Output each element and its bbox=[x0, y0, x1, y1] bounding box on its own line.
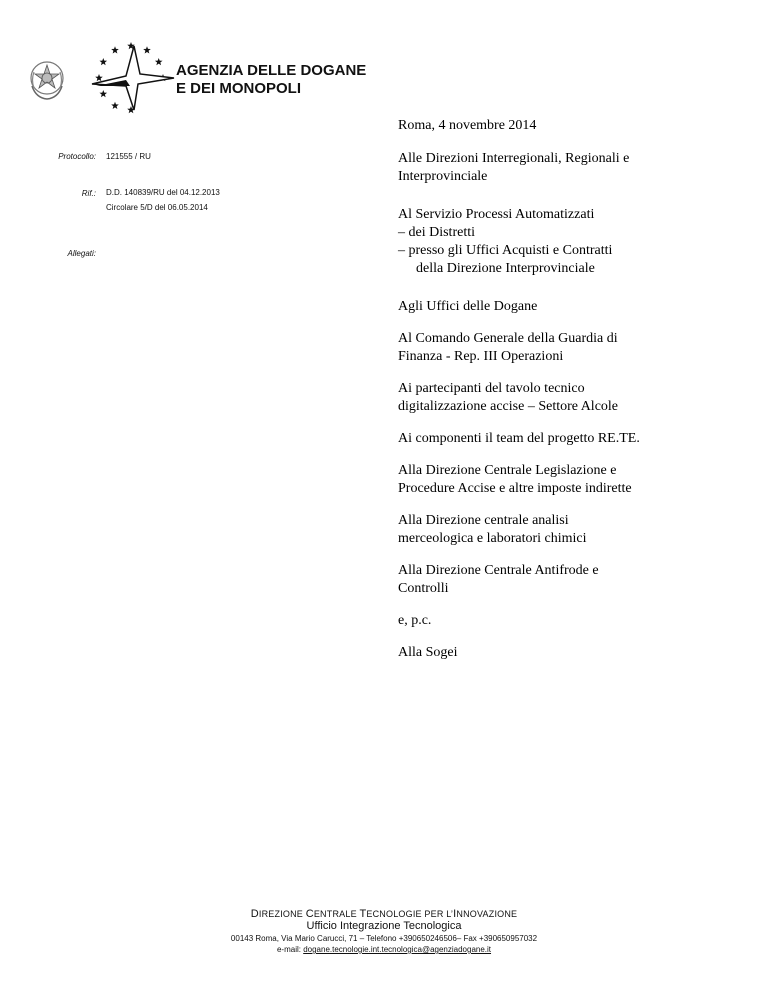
recipient-guardia-finanza bbox=[398, 330, 728, 366]
letter-footer bbox=[0, 908, 768, 955]
recipient-sogei bbox=[398, 644, 728, 662]
recipient-line: Al Servizio Processi Automatizzati bbox=[398, 207, 595, 222]
footer-dept-small: IREZIONE bbox=[258, 909, 306, 919]
recipient-line: digitalizzazione accise – Settore Alcole bbox=[398, 399, 619, 414]
italian-republic-emblem-icon bbox=[26, 56, 68, 102]
protocollo-value: 121555 / RU bbox=[106, 152, 151, 161]
rif-label: Rif.: bbox=[81, 189, 96, 198]
logo-star-icon bbox=[111, 46, 119, 53]
letter-date: Roma, 4 novembre 2014 bbox=[398, 118, 537, 133]
footer-email-prefix: e-mail: bbox=[276, 945, 304, 954]
logo-star-icon bbox=[95, 74, 103, 81]
footer-dept-cap: I bbox=[453, 908, 457, 920]
recipient-line: Ai componenti il team del progetto RE.TE. bbox=[398, 431, 640, 446]
recipient-sub-item: – presso gli Uffici Acquisti e Contratti bbox=[398, 243, 613, 258]
recipient-line: Alla Direzione centrale analisi bbox=[398, 513, 569, 528]
agency-name-line2: E DEI MONOPOLI bbox=[176, 80, 302, 97]
recipient-direzioni-regionali bbox=[398, 150, 728, 186]
recipient-line: Interprovinciale bbox=[398, 169, 488, 184]
footer-dept-small: NNOVAZIONE bbox=[456, 909, 518, 919]
protocollo-label: Protocollo: bbox=[58, 152, 96, 161]
recipient-list bbox=[398, 150, 728, 676]
recipient-line: Alla Direzione Centrale Antifrode e bbox=[398, 563, 599, 578]
allegati-label: Allegati: bbox=[67, 249, 96, 258]
recipient-tavolo-tecnico bbox=[398, 380, 728, 416]
logo-star-icon bbox=[99, 90, 107, 97]
rif-value-2: Circolare 5/D del 06.05.2014 bbox=[106, 203, 208, 212]
recipient-legislazione bbox=[398, 462, 728, 498]
recipient-line: Alla Direzione Centrale Legislazione e bbox=[398, 463, 617, 478]
rif-values bbox=[106, 185, 220, 215]
footer-dept-cap: C bbox=[305, 908, 314, 920]
footer-email-link[interactable]: dogane.tecnologie.int.tecnologica@agenziadogane.it bbox=[303, 945, 492, 954]
recipient-sub-item-cont: della Direzione Interprovinciale bbox=[416, 261, 595, 276]
recipient-analisi-merceologica bbox=[398, 512, 728, 548]
recipient-line: e, p.c. bbox=[398, 613, 432, 628]
footer-office: Ufficio Integrazione Tecnologica bbox=[306, 920, 462, 932]
footer-department bbox=[0, 908, 768, 920]
footer-dept-small: ENTRALE bbox=[313, 909, 360, 919]
logo-star-icon bbox=[155, 58, 163, 65]
recipient-line: Finanza - Rep. III Operazioni bbox=[398, 349, 564, 364]
footer-email-line bbox=[0, 944, 768, 955]
stars-circle-logo-icon bbox=[86, 40, 176, 116]
recipient-team-rete bbox=[398, 430, 728, 448]
rif-value-1: D.D. 140839/RU del 04.12.2013 bbox=[106, 188, 220, 197]
logo-star-icon bbox=[143, 46, 151, 53]
logo-star-icon bbox=[99, 58, 107, 65]
recipient-line: Procedure Accise e altre imposte indirette bbox=[398, 481, 632, 496]
agency-name-line1: AGENZIA DELLE DOGANE bbox=[176, 62, 367, 79]
recipient-line: merceologica e laboratori chimici bbox=[398, 531, 587, 546]
recipient-pc-note bbox=[398, 612, 728, 630]
recipient-line: Ai partecipanti del tavolo tecnico bbox=[398, 381, 585, 396]
recipient-antifrode bbox=[398, 562, 728, 598]
recipient-sub-item: – dei Distretti bbox=[398, 225, 475, 240]
footer-address: 00143 Roma, Via Mario Carucci, 71 – Telefono +390650246506– Fax +390650957032 bbox=[230, 934, 538, 943]
agency-name bbox=[176, 62, 366, 98]
recipient-uffici-dogane bbox=[398, 298, 728, 316]
footer-dept-small: ECNOLOGIE PER L’ bbox=[366, 909, 454, 919]
logo-star-icon bbox=[111, 102, 119, 109]
recipient-line: Alla Sogei bbox=[398, 645, 458, 660]
recipient-line: Alle Direzioni Interregionali, Regionali e bbox=[398, 151, 630, 166]
recipient-servizio-processi bbox=[398, 206, 728, 278]
recipient-line: Controlli bbox=[398, 581, 449, 596]
recipient-line: Al Comando Generale della Guardia di bbox=[398, 331, 618, 346]
footer-dept-cap: T bbox=[359, 908, 367, 920]
footer-dept-cap: D bbox=[250, 908, 259, 920]
recipient-line: Agli Uffici delle Dogane bbox=[398, 299, 538, 314]
